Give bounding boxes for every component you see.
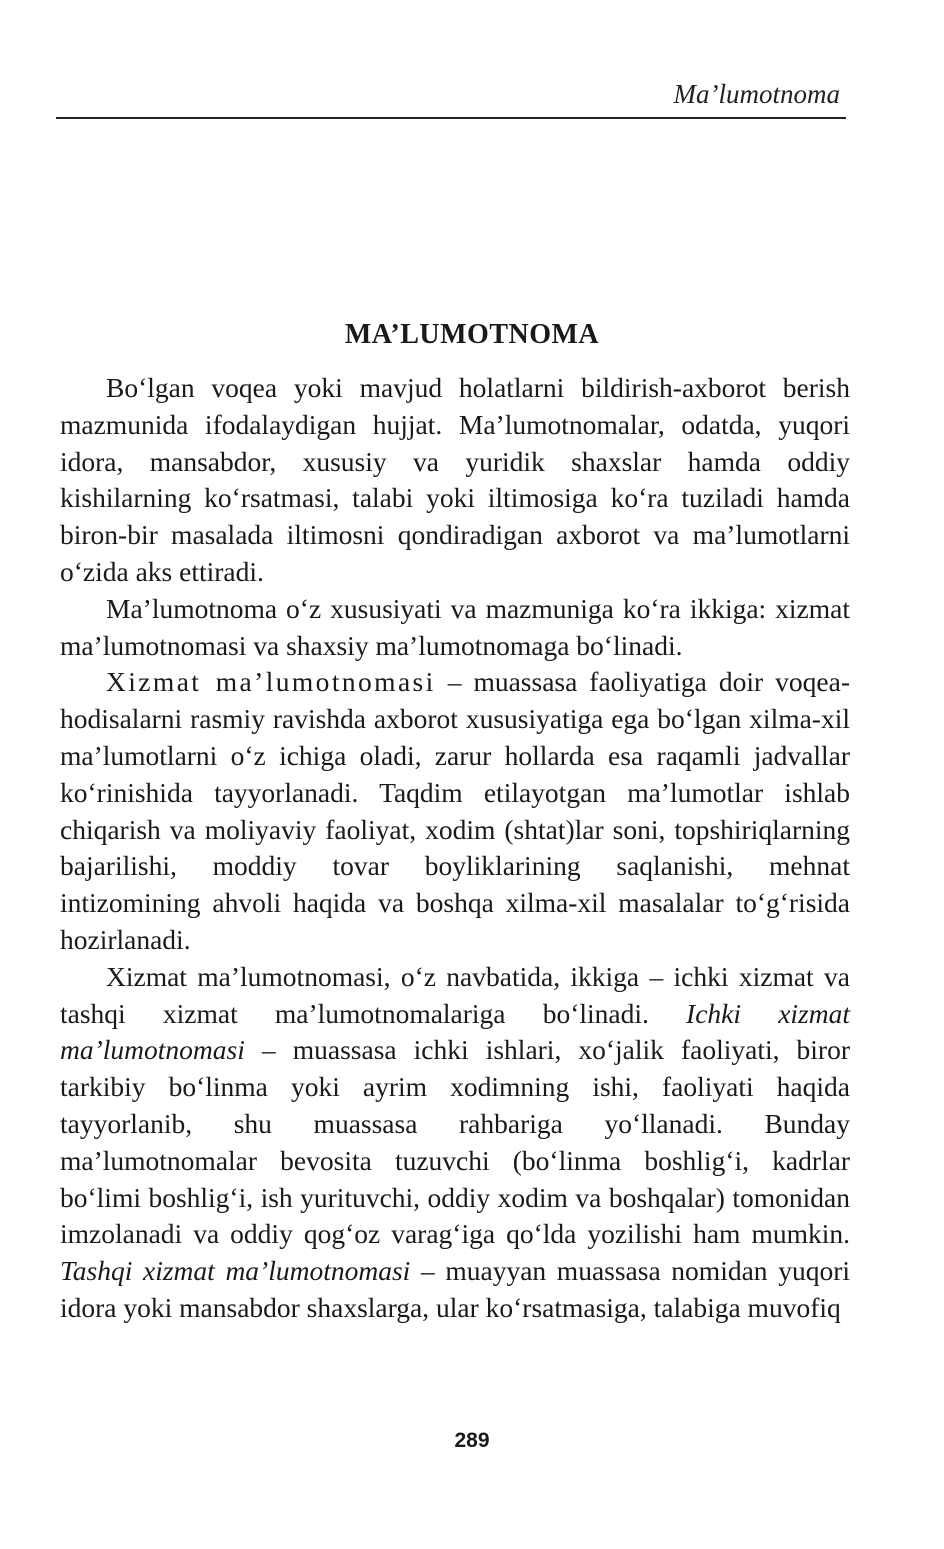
term-internal-reference: Ichki xizmat ma’lumotnomasi (60, 997, 850, 1066)
header-rule (56, 117, 846, 119)
paragraph-definition: Bo‘lgan voqea yoki mavjud holatlarni bildirish-axborot berish mazmunida ifodalaydigan hujjat. Ma’lumotnomalar, odatda, yuqori idora, mansabdor, xususiy va yuridik shaxslar hamda oddiy kishilarning ko‘rsatmasi, talabi yoki iltimosiga ko‘ra tuziladi hamda biron-bir masalada iltimosni qondiradigan axborot va ma’lumotlarni o‘zida aks ettiradi. (60, 372, 850, 587)
paragraph-internal-external-text-2: – muassasa ichki ishlari, xo‘jalik faoliyati, biror tarkibiy bo‘linma yoki ayrim xodimning ishi, faoliyati haqida tayyorlanib, shu muassasa rahbariga yo‘llanadi. Bunday ma’lumotnomalar bevosita tuzuvchi (bo‘linma boshlig‘i, kadrlar bo‘limi boshlig‘i, ish yurituvchi, oddiy xodim va boshqalar) tomonidan imzolanadi va oddiy qog‘oz varag‘iga qo‘lda yozilishi ham mumkin. (60, 1034, 850, 1250)
term-external-reference: Tashqi xizmat ma’lumotnomasi (60, 1255, 411, 1287)
page-title: MA’LUMOTNOMA (344, 319, 600, 350)
paragraph-internal-external (60, 959, 850, 1327)
page-number: 289 (454, 1429, 490, 1452)
paragraph-service-reference (60, 664, 850, 958)
running-head: Ma’lumotnoma (673, 79, 840, 109)
paragraph-types: Ma’lumotnoma o‘z xususiyati va mazmuniga ko‘ra ikkiga: xizmat ma’lumotnomasi va shaxsiy ma’lumotnomaga bo‘linadi. (60, 592, 850, 661)
body-text (60, 370, 850, 1327)
paragraph-internal-external-text-3: – muayyan muassasa nomidan yuqori idora yoki mansabdor shaxslarga, ular ko‘rsatmasiga, talabiga muvofiq (60, 1255, 850, 1323)
term-service-reference: Xizmat ma’lumotnomasi (106, 666, 436, 698)
paragraph-service-reference-text: – muassasa faoliyatiga doir voqea-hodisalarni rasmiy ravishda axborot xususiyatiga ega bo‘lgan xilma-xil ma’lumotlarni o‘z ichiga oladi, zarur hollarda esa raqamli jadvallar ko‘rinishida tayyorlanadi. Taqdim etilayotgan ma’lumotlar ishlab chiqarish va moliyaviy faoliyat, xodim (shtat)lar soni, topshiriqlarning bajarilishi, moddiy tovar boyliklarining saqlanishi, mehnat intizomining ahvoli haqida va boshqa xilma-xil masalalar to‘g‘risida hozirlanadi. (60, 666, 850, 955)
paragraph-internal-external-text-1: Xizmat ma’lumotnomasi, o‘z navbatida, ikkiga – ichki xizmat va tashqi xizmat ma’lumotnomalariga bo‘linadi. (60, 960, 850, 1029)
